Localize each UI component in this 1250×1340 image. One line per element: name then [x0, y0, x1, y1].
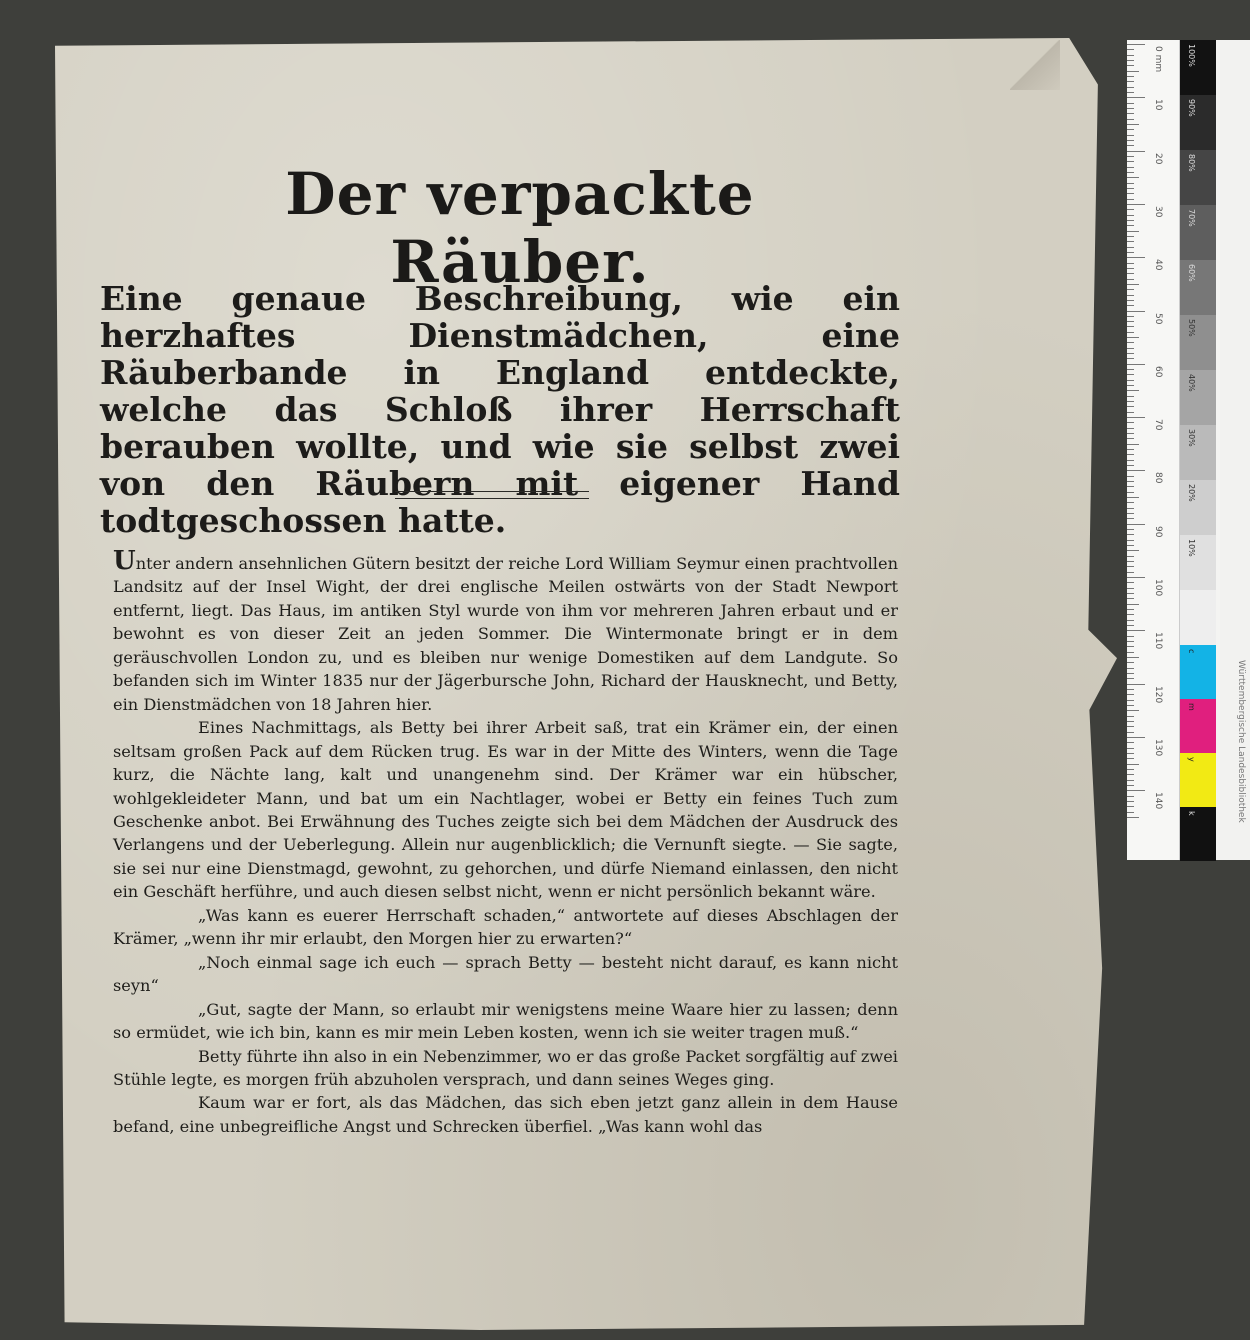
ruler-tick [1127, 460, 1134, 461]
ruler-label: 10 [1153, 99, 1163, 111]
ruler-tick [1127, 428, 1134, 429]
ruler-tick [1127, 358, 1134, 359]
ruler-tick [1127, 524, 1145, 525]
ruler-tick [1127, 97, 1145, 98]
ruler-tick [1127, 593, 1134, 594]
ruler-tick [1127, 348, 1134, 349]
ruler-tick [1127, 550, 1139, 551]
ruler-tick [1127, 732, 1134, 733]
ruler-tick [1127, 748, 1134, 749]
gray-patch [1180, 425, 1216, 480]
ruler-tick [1127, 726, 1134, 727]
ruler-tick [1127, 385, 1134, 386]
ruler-tick [1127, 76, 1134, 77]
color-patch-label: c [1187, 649, 1196, 654]
ruler-tick [1127, 374, 1134, 375]
ruler-label: 30 [1153, 205, 1163, 218]
ruler-tick [1127, 668, 1134, 669]
ruler-tick [1127, 183, 1134, 184]
ruler-tick [1127, 780, 1134, 781]
ruler-tick [1127, 151, 1145, 152]
ruler-tick [1127, 279, 1134, 280]
gray-patch [1180, 480, 1216, 535]
ruler-tick [1127, 156, 1134, 157]
ruler-tick [1127, 534, 1134, 535]
ruler-tick [1127, 566, 1134, 567]
ruler-tick [1127, 662, 1134, 663]
ruler-tick [1127, 135, 1134, 136]
ruler-tick [1127, 588, 1134, 589]
ruler-tick [1127, 774, 1134, 775]
paragraph: Eines Nachmittags, als Betty bei ihrer Arbeit saß, trat ein Krämer ein, der einen seltsam großen Pack auf dem Rücken trug. Es war in der Mitte des Winters, wenn die Tage kurz, die Nächte lang, kalt und unangenehm sind. Der Krämer war ein hübscher, wohlgekleideter Mann, und bat um ein Nachtlager, wobei er Betty ein feines Tuch zum Geschenke anbot. Bei Erwähnung des Tuches zeigte sich bei dem Mädchen der Ausdruck des Verlangens und der Ueberlegung. Allein nur augenblicklich; die Vernunft siegte. — Sie sagte, sie sei nur eine Dienstmagd, gewohnt, zu gehorchen, und dürfe Niemand einlassen, den nicht ein Geschäft herführe, und auch diesen selbst nicht, wenn er nicht persönlich bekannt wäre. [113, 718, 898, 902]
ruler-tick [1127, 657, 1139, 658]
ruler-tick [1127, 710, 1139, 711]
ruler-tick [1127, 172, 1134, 173]
ruler-tick [1127, 321, 1134, 322]
ruler-tick [1127, 641, 1134, 642]
ruler-tick [1127, 433, 1134, 434]
ruler-tick [1127, 625, 1134, 626]
ruler-label: 20 [1153, 152, 1163, 165]
ruler-tick [1127, 769, 1134, 770]
paragraph: „Noch einmal sage ich euch — sprach Betty — besteht nicht darauf, es kann nicht seyn“ [113, 952, 898, 996]
ruler-tick [1127, 81, 1134, 82]
ruler-tick [1127, 231, 1139, 232]
ruler-label: 90 [1153, 525, 1163, 538]
ruler-tick [1127, 502, 1134, 503]
ruler-tick [1127, 215, 1134, 216]
ruler-tick [1127, 257, 1145, 258]
ruler-tick [1127, 614, 1134, 615]
ruler-tick [1127, 241, 1134, 242]
ruler-tick [1127, 646, 1134, 647]
ruler-label: 140 [1153, 792, 1163, 810]
ruler-tick [1127, 326, 1134, 327]
ruler-tick [1127, 369, 1134, 370]
ruler-tick [1127, 342, 1134, 343]
gray-patch [1180, 95, 1216, 150]
ruler-tick [1127, 55, 1134, 56]
color-patch-label: m [1187, 703, 1196, 711]
gray-patch-label: 90% [1187, 99, 1196, 117]
gray-patch-label: 100% [1187, 44, 1196, 67]
ruler-tick [1127, 305, 1134, 306]
ruler-tick [1127, 444, 1139, 445]
gray-patch-label: 70% [1187, 209, 1196, 227]
ruler-tick [1127, 438, 1134, 439]
ruler-tick [1127, 630, 1145, 631]
gray-patch [1180, 205, 1216, 260]
ruler-tick [1127, 113, 1134, 114]
ruler-tick [1127, 390, 1139, 391]
ruler-tick [1127, 582, 1134, 583]
ruler-tick [1127, 167, 1134, 168]
gray-patch-label: 80% [1187, 154, 1196, 172]
ruler-tick [1127, 422, 1134, 423]
ruler-tick [1127, 609, 1134, 610]
gray-patch-label: 20% [1187, 484, 1196, 502]
ruler-tick [1127, 684, 1145, 685]
ruler-tick [1127, 604, 1139, 605]
ruler-tick [1127, 673, 1134, 674]
body-text [113, 546, 898, 1138]
ruler-tick [1127, 518, 1134, 519]
ruler-label: 60 [1153, 365, 1163, 378]
ruler-tick [1127, 412, 1134, 413]
ruler-tick [1127, 161, 1134, 162]
ruler-label: 40 [1153, 259, 1163, 271]
color-patch [1180, 645, 1216, 699]
gray-patch-label: 60% [1187, 264, 1196, 282]
paragraph: „Gut, sagte der Mann, so erlaubt mir wenigstens meine Waare hier zu lassen; denn so ermüdet, wie ich bin, kann es mir mein Leben kosten, wenn ich sie weiter tragen muß.“ [113, 999, 898, 1043]
ruler-tick [1127, 60, 1134, 61]
gray-patch-label: 50% [1187, 319, 1196, 337]
ruler-tick [1127, 465, 1134, 466]
paragraph: „Was kann es euerer Herrschaft schaden,“ antwortete auf dieses Abschlagen der Krämer, „wenn ihr mir erlaubt, den Morgen hier zu erwarten?“ [113, 905, 898, 949]
ruler-tick [1127, 790, 1145, 791]
ruler-tick [1127, 209, 1134, 210]
ruler-tick [1127, 204, 1145, 205]
ruler-tick [1127, 753, 1134, 754]
ruler-tick [1127, 812, 1134, 813]
ruler-tick [1127, 225, 1134, 226]
ruler-tick [1127, 268, 1134, 269]
ruler-tick [1127, 545, 1134, 546]
ruler-tick [1127, 49, 1134, 50]
ruler-tick [1127, 417, 1145, 418]
ruler-tick [1127, 406, 1134, 407]
ruler-tick [1127, 263, 1134, 264]
title-divider [395, 491, 589, 499]
ruler-tick [1127, 124, 1139, 125]
ruler-tick [1127, 71, 1139, 72]
ruler-tick [1127, 108, 1134, 109]
ruler-tick [1127, 572, 1134, 573]
document-title: Der verpackte Räuber. [285, 160, 755, 296]
ruler-tick [1127, 561, 1134, 562]
ruler-tick [1127, 188, 1134, 189]
ruler-tick [1127, 454, 1134, 455]
ruler-tick [1127, 742, 1134, 743]
ruler-tick [1127, 678, 1134, 679]
ruler-tick [1127, 295, 1134, 296]
ruler-tick [1127, 529, 1134, 530]
ruler-tick [1127, 65, 1134, 66]
ruler-tick [1127, 700, 1134, 701]
ruler-tick [1127, 177, 1139, 178]
ruler-label: 110 [1153, 632, 1163, 650]
ruler-tick [1127, 337, 1139, 338]
side-strip-text: Württembergische Landesbibliothek [1236, 660, 1246, 823]
color-patch-label: k [1187, 811, 1196, 816]
ruler-tick [1127, 764, 1139, 765]
ruler-tick [1127, 311, 1145, 312]
document-subtitle: Eine genaue Beschreibung, wie ein herzhaftes Dienstmädchen, eine Räuberbande in England entdeckte, welche das Schloß ihrer Herrschaft berauben wollte, und wie sie selbst zwei von den Räubern mit eigener Hand todtgeschossen hatte. [100, 279, 900, 540]
ruler-tick [1127, 481, 1134, 482]
ruler-tick [1127, 497, 1139, 498]
ruler-tick [1127, 220, 1134, 221]
paragraph: Betty führte ihn also in ein Nebenzimmer, wo er das große Packet sorgfältig auf zwei Stühle legte, es morgen früh abzuholen versprach, und dann seines Weges ging. [113, 1046, 898, 1089]
ruler-tick [1127, 705, 1134, 706]
ruler-label: 130 [1153, 738, 1163, 757]
ruler-tick [1127, 401, 1134, 402]
gray-patch [1180, 150, 1216, 205]
ruler-label: 70 [1153, 419, 1163, 431]
ruler-tick [1127, 556, 1134, 557]
ruler-tick [1127, 252, 1134, 253]
ruler-label: 120 [1153, 685, 1163, 703]
ruler-tick [1127, 470, 1145, 471]
gray-patch [1180, 590, 1216, 645]
ruler-tick [1127, 689, 1134, 690]
ruler-tick [1127, 273, 1134, 274]
gray-patch-label: 40% [1187, 374, 1196, 392]
ruler-tick [1127, 508, 1134, 509]
ruler-tick [1127, 87, 1134, 88]
ruler-tick [1127, 694, 1134, 695]
ruler-tick [1127, 801, 1134, 802]
color-patch [1180, 807, 1216, 861]
ruler-tick [1127, 806, 1134, 807]
ruler-tick [1127, 119, 1134, 120]
paragraph: Kaum war er fort, als das Mädchen, das sich eben jetzt ganz allein in dem Hause befand, eine unbegreifliche Angst und Schrecken überfiel. „Was kann wohl das [113, 1093, 898, 1136]
gray-patch [1180, 40, 1216, 95]
ruler-tick [1127, 353, 1134, 354]
ruler-tick [1127, 92, 1134, 93]
ruler-tick [1127, 449, 1134, 450]
color-patch-label: y [1187, 757, 1196, 762]
ruler-tick [1127, 758, 1134, 759]
ruler-tick [1127, 289, 1134, 290]
ruler-label: 0 mm [1153, 46, 1163, 73]
ruler-tick [1127, 540, 1134, 541]
ruler-tick [1127, 284, 1139, 285]
ruler-tick [1127, 236, 1134, 237]
ruler-tick [1127, 620, 1134, 621]
ruler-tick [1127, 300, 1134, 301]
ruler-tick [1127, 332, 1134, 333]
ruler-label: 80 [1153, 472, 1163, 484]
ruler-tick [1127, 140, 1134, 141]
gray-patch [1180, 315, 1216, 370]
ruler-tick [1127, 492, 1134, 493]
ruler-tick [1127, 817, 1139, 818]
ruler-tick [1127, 396, 1134, 397]
color-patch [1180, 699, 1216, 753]
ruler-tick [1127, 486, 1134, 487]
ruler-tick [1127, 577, 1145, 578]
ruler-tick [1127, 652, 1134, 653]
ruler-tick [1127, 721, 1134, 722]
gray-patch-label: 30% [1187, 429, 1196, 447]
color-patch [1180, 753, 1216, 807]
folded-corner [1010, 40, 1060, 90]
ruler-tick [1127, 636, 1134, 637]
ruler-tick [1127, 199, 1134, 200]
ruler-tick [1127, 364, 1145, 365]
ruler-tick [1127, 129, 1134, 130]
ruler-label: 50 [1153, 312, 1163, 324]
ruler-tick [1127, 513, 1134, 514]
ruler-tick [1127, 796, 1134, 797]
ruler-tick [1127, 476, 1134, 477]
ruler-tick [1127, 145, 1134, 146]
ruler-label: 100 [1153, 579, 1163, 597]
ruler-tick [1127, 316, 1134, 317]
ruler-tick [1127, 44, 1145, 45]
gray-patch-label: 10% [1187, 539, 1196, 557]
ruler-tick [1127, 103, 1134, 104]
gray-patch [1180, 260, 1216, 315]
gray-patch [1180, 370, 1216, 425]
ruler-tick [1127, 598, 1134, 599]
ruler-tick [1127, 193, 1134, 194]
paragraph: Unter andern ansehnlichen Gütern besitzt der reiche Lord William Seymur einen prachtvollen Landsitz auf der Insel Wight, der drei englische Meilen ostwärts von der Stadt Newport entfernt, liegt. Das Haus, im antiken Styl wurde von ihm vor mehreren Jahren erbaut und er bewohnt es von dieser Zeit an jeden Sommer. Die Wintermonate bringt er in dem geräuschvollen London zu, und es bleiben nur wenige Domestiken auf dem Landgute. So befanden sich im Winter 1835 nur der Jägerbursche John, Richard der Hausknecht, und Betty, ein Dienstmädchen von 18 Jahren hier. [113, 546, 898, 714]
ruler-tick [1127, 785, 1134, 786]
ruler-tick [1127, 380, 1134, 381]
ruler-tick [1127, 247, 1134, 248]
ruler-tick [1127, 716, 1134, 717]
ruler-tick [1127, 737, 1145, 738]
gray-patch [1180, 535, 1216, 590]
